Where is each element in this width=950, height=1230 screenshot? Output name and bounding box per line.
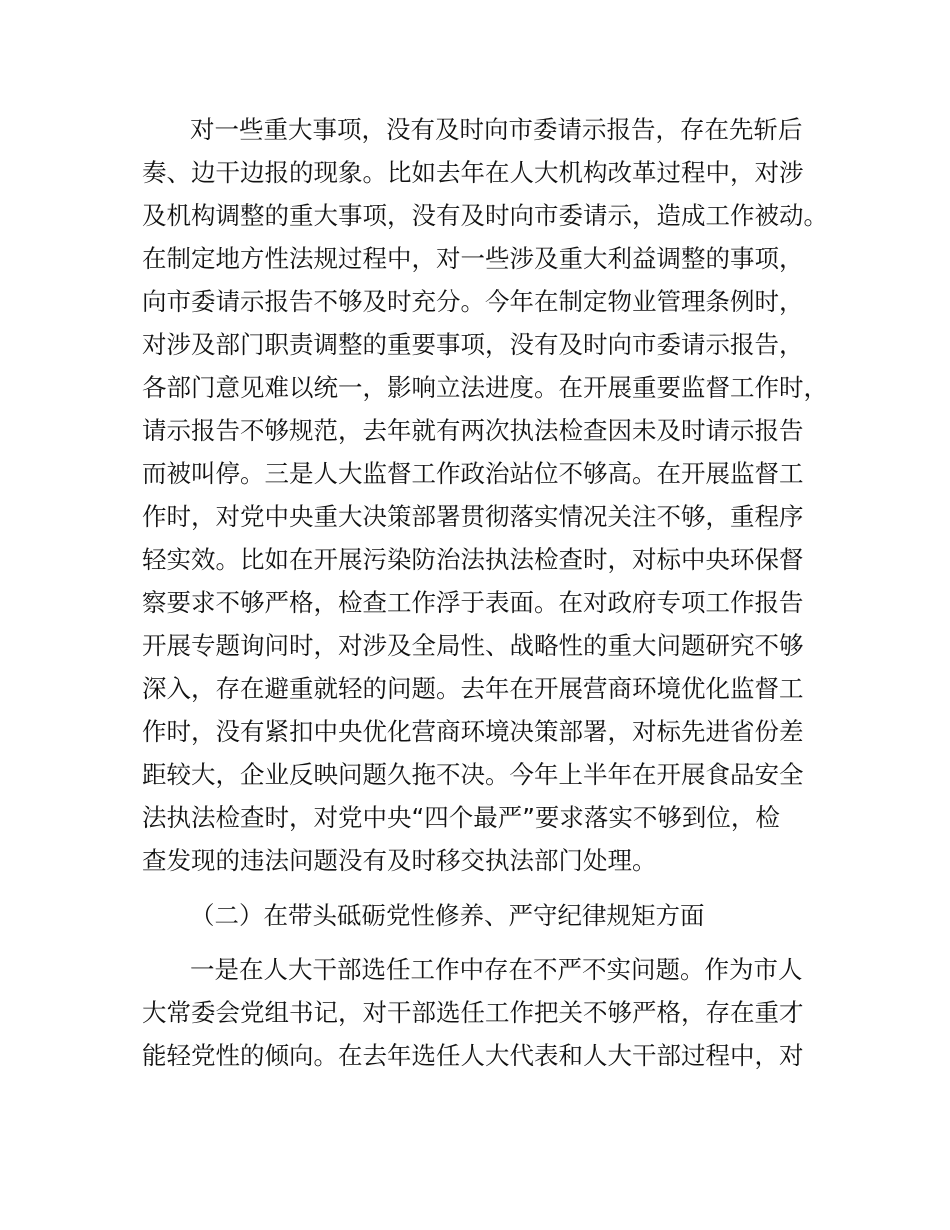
text-line: 能轻党性的倾向。在去年选任人大代表和人大干部过程中，对 [142,1041,804,1070]
text-line: 而被叫停。三是人大监督工作政治站位不够高。在开展监督工 [142,459,804,488]
text-line: 查发现的违法问题没有及时移交执法部门处理。 [142,846,657,875]
text-line: 在制定地方性法规过程中，对一些涉及重大利益调整的事项， [142,244,804,273]
text-line: 对一些重大事项，没有及时向市委请示报告，存在先斩后 [190,115,803,144]
text-line: 大常委会党组书记，对干部选任工作把关不够严格，存在重才 [142,998,804,1027]
text-line: 及机构调整的重大事项，没有及时向市委请示，造成工作被动。 [142,201,828,230]
text-line: 奏、边干边报的现象。比如去年在人大机构改革过程中，对涉 [142,158,804,187]
text-line: 作时，没有紧扣中央优化营商环境决策部署，对标先进省份差 [142,717,804,746]
text-line: 察要求不够严格，检查工作浮于表面。在对政府专项工作报告 [142,588,804,617]
text-line: 各部门意见难以统一，影响立法进度。在开展重要监督工作时， [142,373,828,402]
text-line: 开展专题询问时，对涉及全局性、战略性的重大问题研究不够 [142,631,804,660]
text-line: 法执法检查时，对党中央“四个最严”要求落实不够到位，检 [142,803,780,832]
text-line: 距较大，企业反映问题久拖不决。今年上半年在开展食品安全 [142,760,804,789]
text-line: 一是在人大干部选任工作中存在不严不实问题。作为市人 [190,955,803,984]
text-line: 请示报告不够规范，去年就有两次执法检查因未及时请示报告 [142,416,804,445]
text-line: 轻实效。比如在开展污染防治法执法检查时，对标中央环保督 [142,545,804,574]
text-line: 作时，对党中央重大决策部署贯彻落实情况关注不够，重程序 [142,502,804,531]
text-line: 对涉及部门职责调整的重要事项，没有及时向市委请示报告， [142,330,804,359]
text-line: 深入，存在避重就轻的问题。去年在开展营商环境优化监督工 [142,674,804,703]
text-line: 向市委请示报告不够及时充分。今年在制定物业管理条例时， [142,287,804,316]
section-heading: （二）在带头砥砺党性修养、严守纪律规矩方面 [190,901,705,930]
